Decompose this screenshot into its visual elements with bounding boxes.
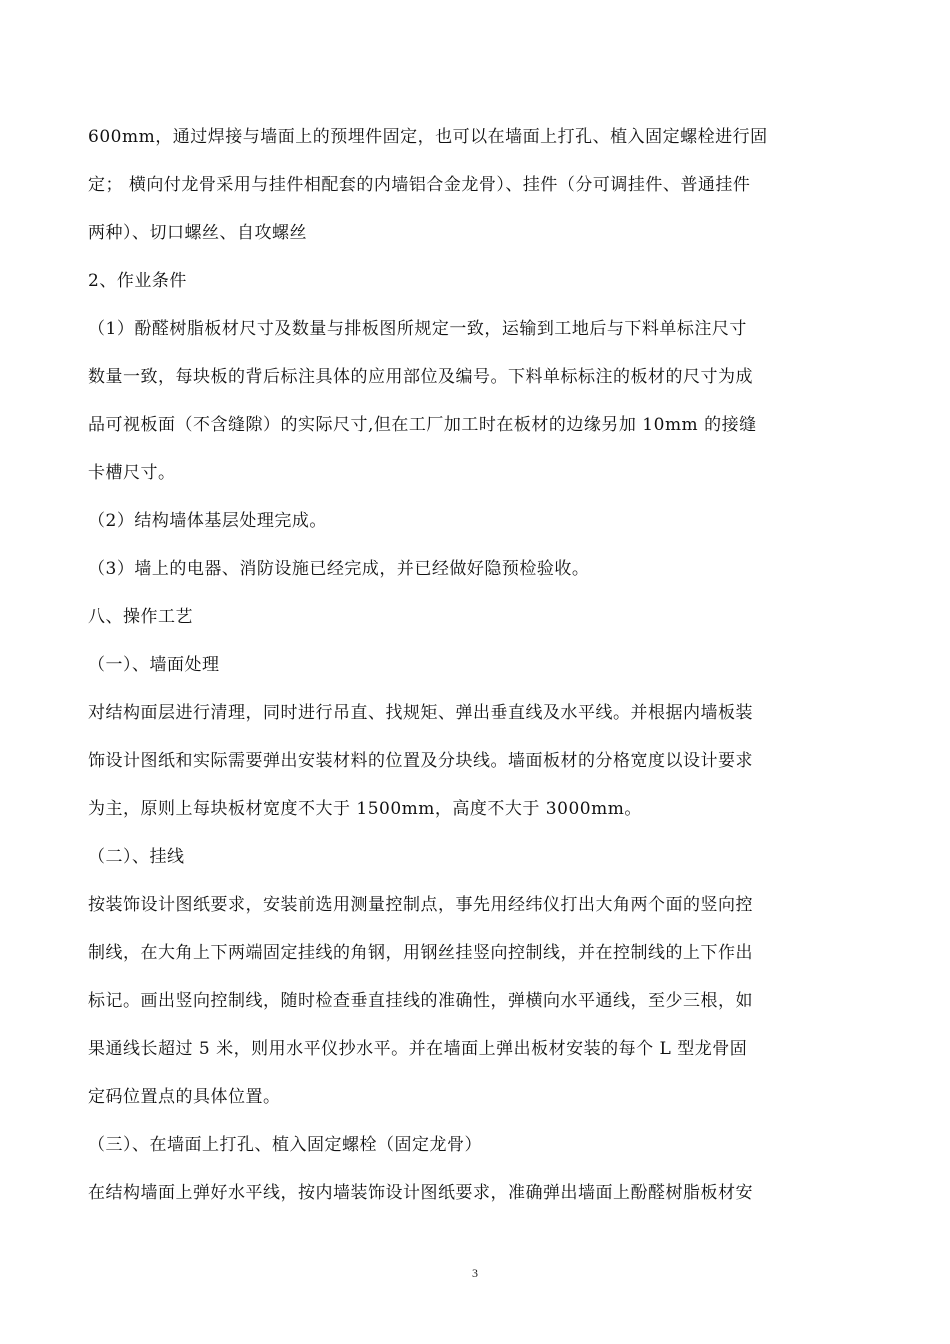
text-line: 按装饰设计图纸要求，安装前选用测量控制点，事先用经纬仪打出大角两个面的竖向控 <box>88 895 753 915</box>
text-line: 定码位置点的具体位置。 <box>88 1087 281 1107</box>
text-line: （2）结构墙体基层处理完成。 <box>88 511 327 531</box>
text-line: 为主，原则上每块板材宽度不大于 1500mm，高度不大于 3000mm。 <box>88 799 642 819</box>
text-line: 两种）、切口螺丝、自攻螺丝 <box>88 223 307 243</box>
subsection-heading: （二）、挂线 <box>88 847 185 867</box>
text-line: 在结构墙面上弹好水平线，按内墙装饰设计图纸要求，准确弹出墙面上酚醛树脂板材安 <box>88 1183 753 1203</box>
subsection-heading: （一）、墙面处理 <box>88 655 220 675</box>
section-heading: 2、作业条件 <box>88 271 187 291</box>
text-line: 600mm，通过焊接与墙面上的预埋件固定，也可以在墙面上打孔、植入固定螺栓进行固 <box>88 127 768 147</box>
document-body <box>88 113 828 1217</box>
text-line: 果通线长超过 5 米，则用水平仪抄水平。并在墙面上弹出板材安装的每个 L 型龙骨固 <box>88 1039 748 1059</box>
text-line: （3）墙上的电器、消防设施已经完成，并已经做好隐预检验收。 <box>88 559 590 579</box>
text-line: 饰设计图纸和实际需要弹出安装材料的位置及分块线。墙面板材的分格宽度以设计要求 <box>88 751 753 771</box>
text-line: 数量一致，每块板的背后标注具体的应用部位及编号。下料单标标注的板材的尺寸为成 <box>88 367 753 387</box>
page-number: 3 <box>472 1266 478 1280</box>
text-line: 对结构面层进行清理，同时进行吊直、找规矩、弹出垂直线及水平线。并根据内墙板装 <box>88 703 753 723</box>
text-line: 定； 横向付龙骨采用与挂件相配套的内墙铝合金龙骨）、挂件（分可调挂件、普通挂件 <box>88 175 751 195</box>
text-line: （1）酚醛树脂板材尺寸及数量与排板图所规定一致，运输到工地后与下料单标注尺寸 <box>88 319 747 339</box>
text-line: 卡槽尺寸。 <box>88 463 176 483</box>
text-line: 品可视板面（不含缝隙）的实际尺寸,但在工厂加工时在板材的边缘另加 10mm 的接缝 <box>88 415 757 435</box>
text-line: 制线，在大角上下两端固定挂线的角钢，用钢丝挂竖向控制线，并在控制线的上下作出 <box>88 943 753 963</box>
text-line: 标记。画出竖向控制线，随时检查垂直挂线的准确性，弹横向水平通线，至少三根，如 <box>88 991 753 1011</box>
subsection-heading: （三）、在墙面上打孔、植入固定螺栓（固定龙骨） <box>88 1135 482 1155</box>
section-heading: 八、操作工艺 <box>88 607 193 627</box>
